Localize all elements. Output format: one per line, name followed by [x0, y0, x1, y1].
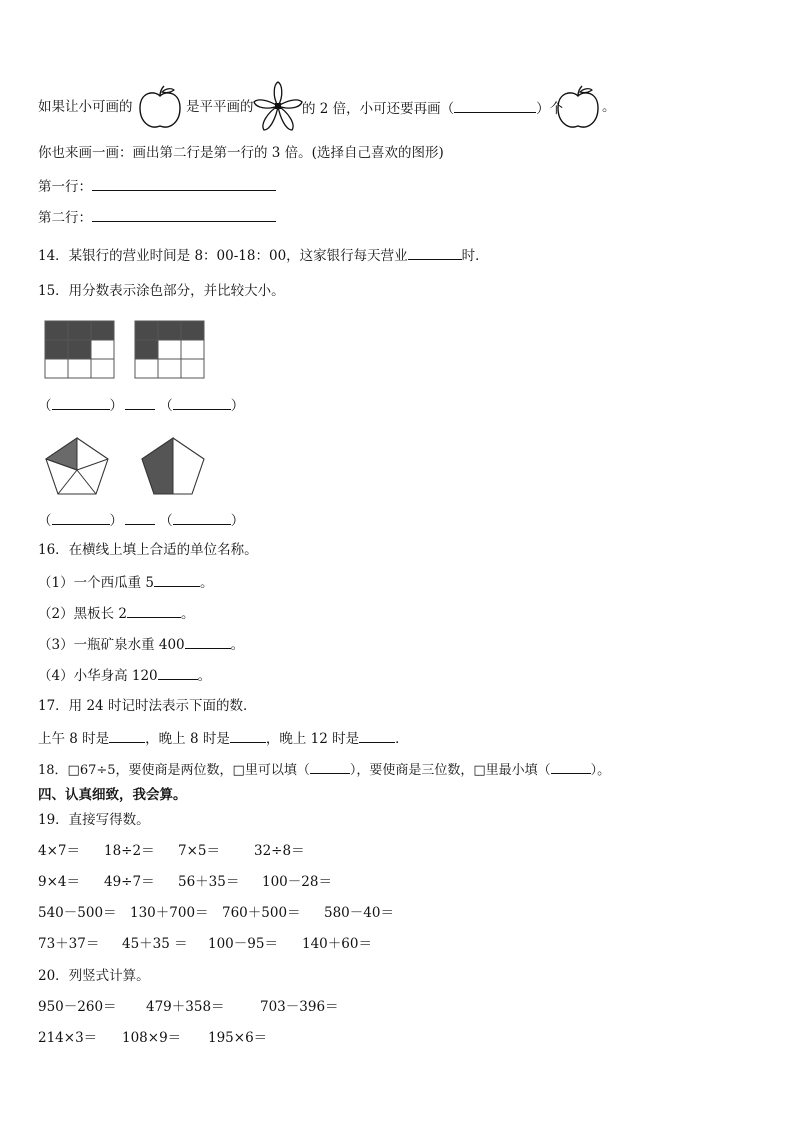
q17-blank-3[interactable]: [359, 728, 395, 743]
q18-blank-1[interactable]: [310, 759, 350, 774]
flower-icon: [252, 80, 304, 136]
q16-item-3: （3）一瓶矿泉水重 400 。: [38, 634, 244, 654]
q16-blank-2[interactable]: [127, 603, 181, 618]
q16-item-2: （2）黑板长 2 。: [38, 603, 194, 623]
q13-row2-blank[interactable]: [92, 207, 276, 222]
q15-blank-2b[interactable]: [173, 510, 231, 525]
apple-icon: [136, 84, 184, 132]
q15-blank-1b[interactable]: [173, 395, 231, 410]
q16-blank-3[interactable]: [185, 634, 231, 649]
grid-figure-2: [134, 320, 206, 380]
apple-icon: [554, 84, 602, 132]
q18: 18．□67÷5，要使商是两位数，□里可以填（ ），要使商是三位数，□里最小填（ ）。: [38, 759, 610, 780]
q13-part4: ）个: [536, 101, 564, 117]
q15-compare-1[interactable]: [125, 395, 155, 410]
q20-title: 20．列竖式计算。: [38, 968, 150, 984]
q14-blank[interactable]: [408, 245, 462, 260]
q14: [38, 245, 489, 265]
q17-blank-2[interactable]: [230, 728, 266, 743]
q14-text: 14．某银行的营业时间是 8：00-18：00，这家银行每天营业: [38, 248, 408, 264]
q18-blank-2[interactable]: [551, 759, 591, 774]
q13-part2: 是平平画的: [186, 99, 254, 115]
q15-blank-2a[interactable]: [52, 510, 110, 525]
q15-answer-row-2: （ ） （ ）: [38, 510, 244, 530]
pentagon-figure-2: [140, 436, 206, 496]
q16-title: 16．在横线上填上合适的单位名称。: [38, 542, 258, 558]
q13-part3: 的 2 倍，小可还要再画（: [302, 101, 455, 117]
q15-compare-2[interactable]: [125, 510, 155, 525]
q13-part5: 。: [602, 99, 616, 115]
q16-item-4: （4）小华身高 120 。: [38, 665, 211, 685]
q13-row1: [38, 176, 276, 196]
q15-answer-row-1: （ ） （ ）: [38, 395, 244, 415]
q13-draw-prompt: 你也来画一画：画出第二行是第一行的 3 倍。(选择自己喜欢的图形): [38, 145, 444, 161]
q17-body: 上午 8 时是 ，晚上 8 时是 ，晚上 12 时是 ．: [38, 728, 409, 748]
pentagon-figure-1: [44, 436, 110, 496]
q13-row1-label: 第一行：: [38, 179, 92, 195]
q17-title: 17．用 24 时记时法表示下面的数．: [38, 698, 257, 714]
q17-blank-1[interactable]: [109, 728, 145, 743]
q15-title: 15．用分数表示涂色部分，并比较大小。: [38, 283, 285, 299]
q15-blank-1a[interactable]: [52, 395, 110, 410]
section-4-title: 四、认真细致，我会算。: [38, 787, 187, 803]
q16-blank-4[interactable]: [158, 665, 198, 680]
grid-figure-1: [44, 320, 116, 380]
q13-row2-label: 第二行：: [38, 210, 92, 226]
q16-item-1: （1）一个西瓜重 5 。: [38, 572, 213, 592]
q13-line: [38, 98, 133, 116]
q13-row1-blank[interactable]: [92, 176, 276, 191]
q19-title: 19．直接写得数。: [38, 812, 150, 828]
q13-answer-blank[interactable]: [454, 98, 536, 113]
q14-suffix: 时．: [461, 248, 489, 264]
q13-row2: [38, 207, 276, 227]
q16-blank-1[interactable]: [154, 572, 200, 587]
q13-part1: 如果让小可画的: [38, 99, 133, 115]
